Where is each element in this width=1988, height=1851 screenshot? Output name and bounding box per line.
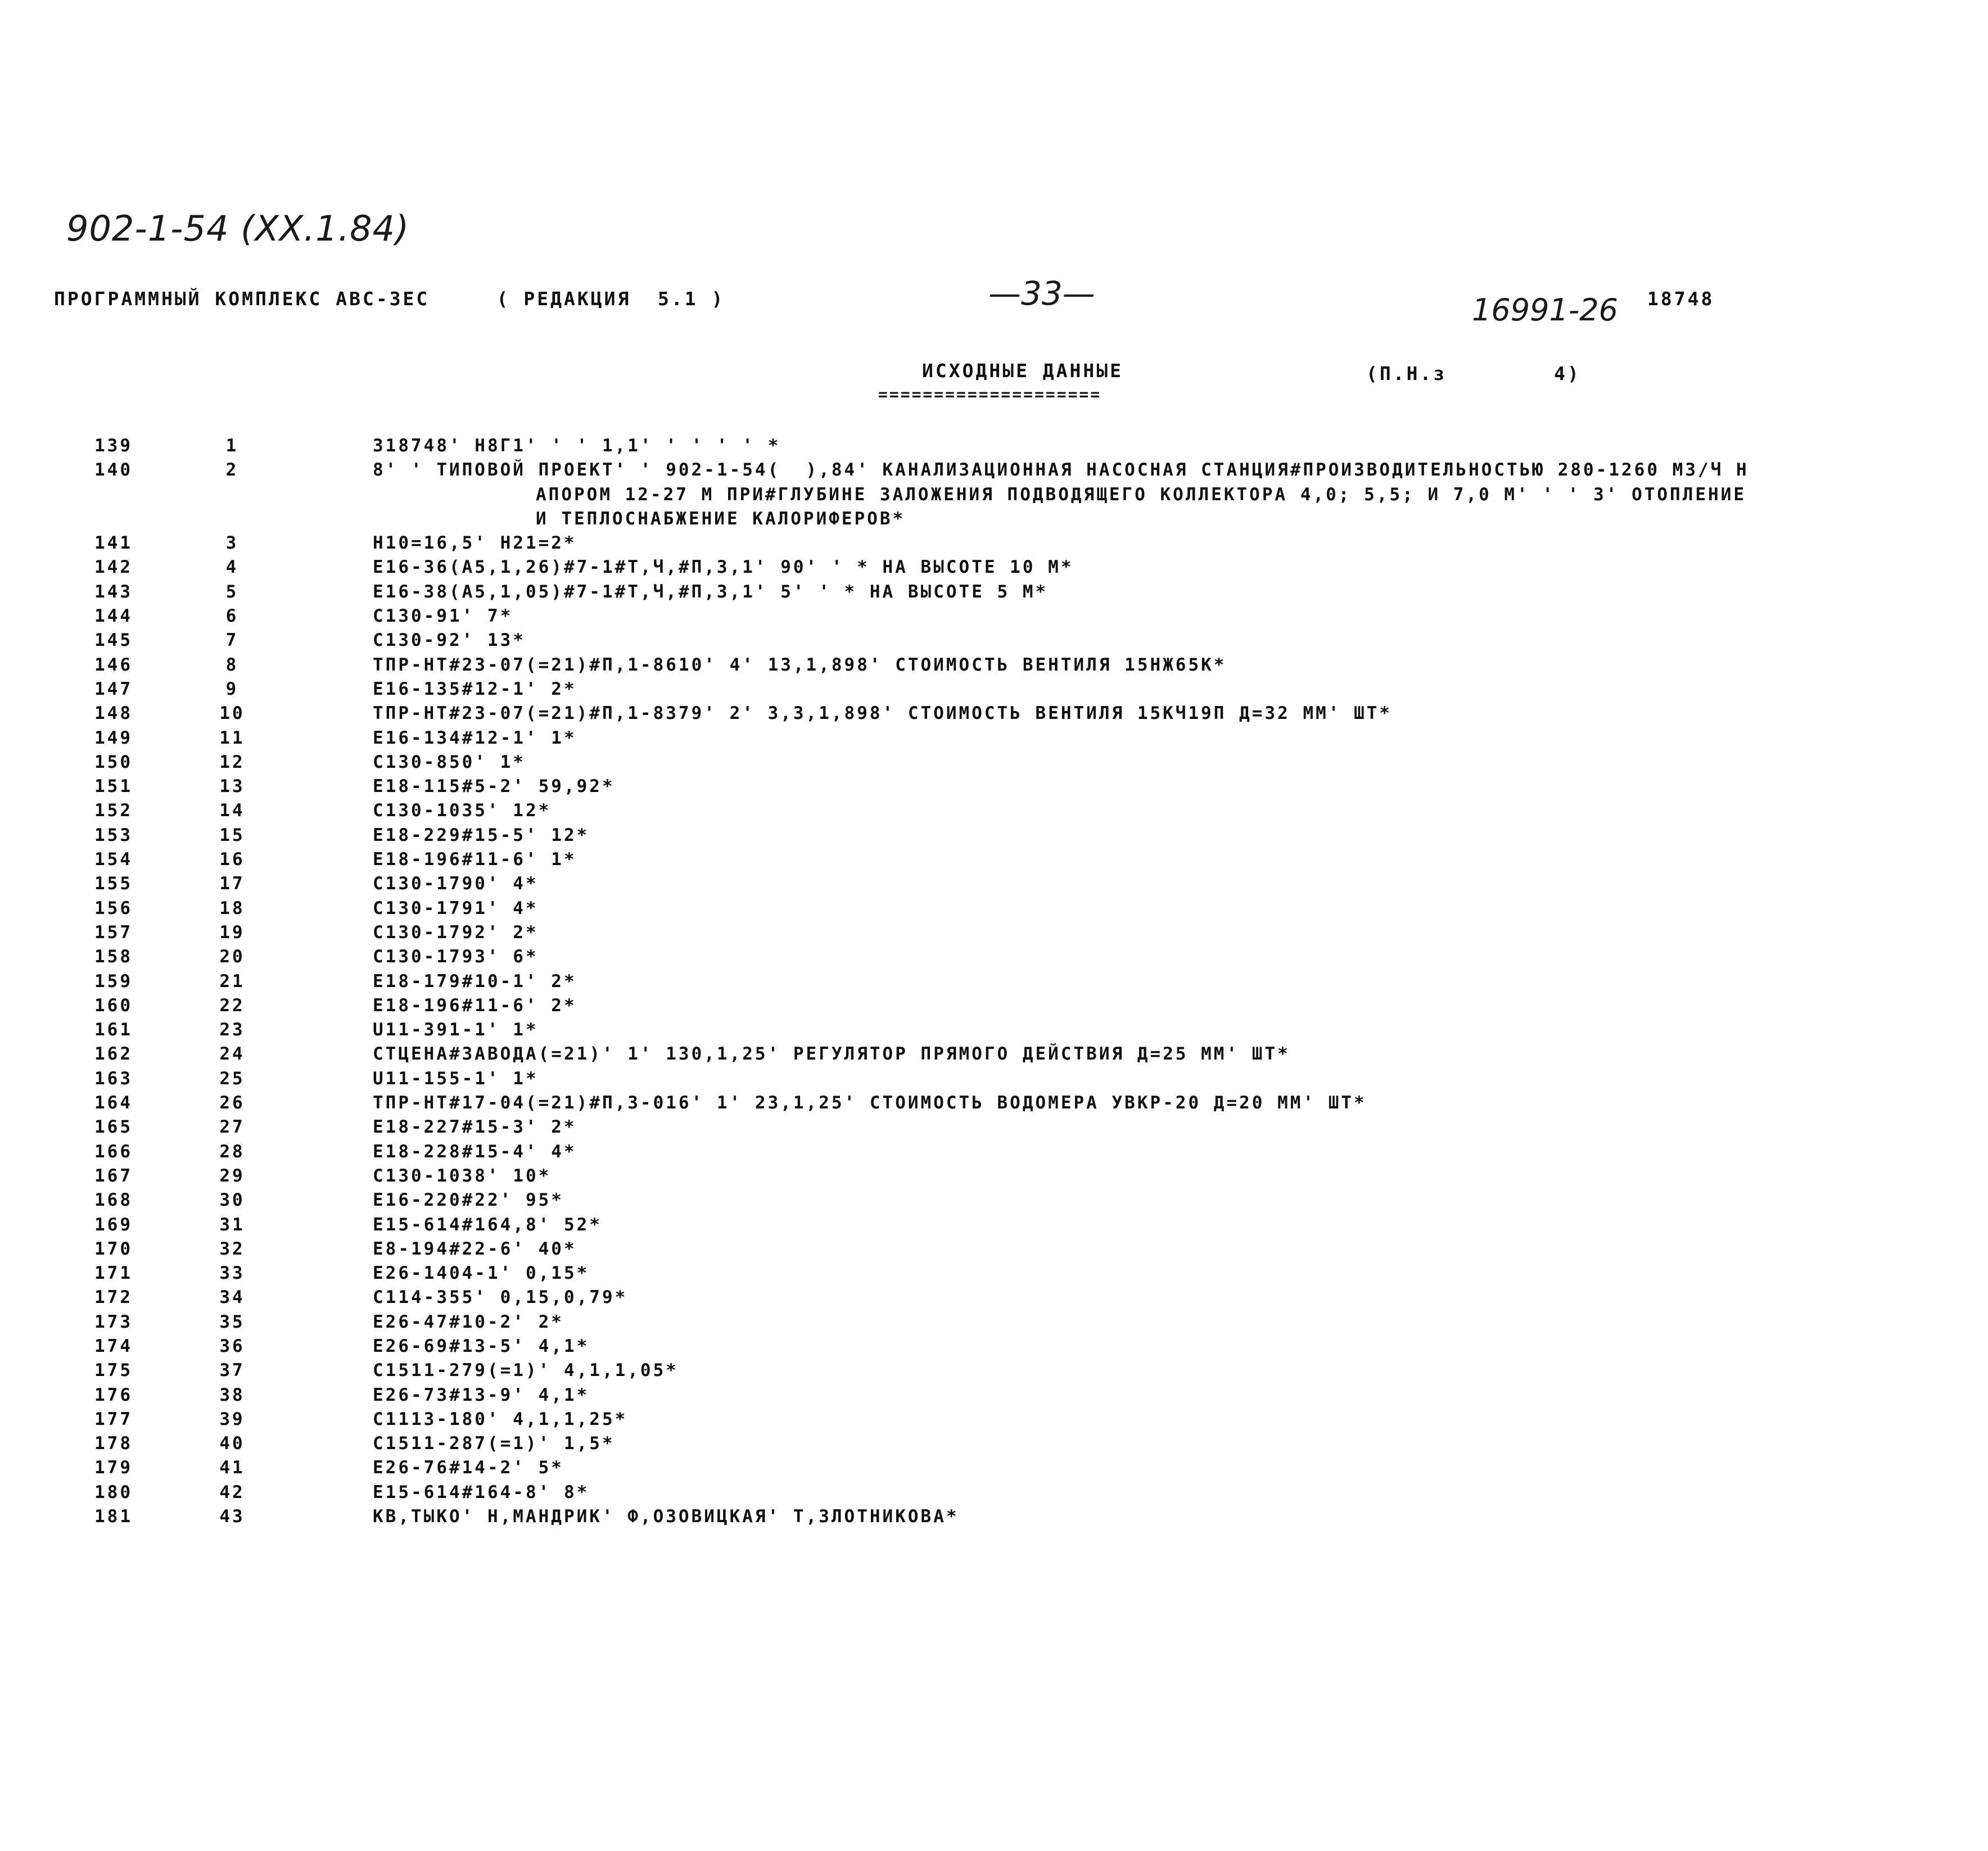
record-sequence-number: 147 [94, 678, 133, 699]
record-row [94, 1140, 1972, 1164]
record-content [269, 555, 1972, 580]
record-row [94, 1018, 1972, 1042]
record-sequence-number: 163 [94, 1068, 133, 1089]
record-text: Е16-38(А5,1,05)#7-1#Т,Ч,#П,3,1' 5' ' * НА ВЫСОТЕ 5 М* [373, 581, 1049, 602]
record-line-number: 32 [219, 1238, 245, 1259]
record-text: U11-391-1' 1* [373, 1020, 539, 1040]
record-content [269, 1456, 1972, 1480]
record-text: С130-1791' 4* [373, 898, 539, 918]
record-text: Е18-115#5-2' 59,92* [373, 776, 615, 797]
record-row [94, 1310, 1972, 1334]
record-content [269, 1432, 1972, 1456]
record-text: Е26-47#10-2' 2* [373, 1311, 564, 1332]
record-line-number: 16 [219, 849, 245, 870]
record-row [94, 653, 1972, 677]
record-line-number: 22 [219, 995, 245, 1016]
record-line-number: 30 [219, 1190, 245, 1211]
record-content [269, 531, 1972, 555]
record-content [269, 1261, 1972, 1286]
record-line-number: 14 [219, 800, 245, 821]
record-line-number: 25 [219, 1068, 245, 1089]
record-content [269, 458, 1972, 531]
record-line-number: 34 [219, 1287, 245, 1308]
record-sequence-number: 171 [94, 1263, 133, 1284]
record-row [94, 726, 1972, 750]
record-line-number: 11 [219, 727, 245, 748]
record-content [269, 848, 1972, 872]
record-line-number: 5 [225, 581, 239, 602]
record-content [269, 1408, 1972, 1432]
record-content [269, 1237, 1972, 1261]
record-row [94, 677, 1972, 702]
record-sequence-number: 175 [94, 1360, 133, 1381]
record-row [94, 1164, 1972, 1188]
record-content [269, 872, 1972, 896]
record-line-number: 27 [219, 1117, 245, 1138]
record-sequence-number: 162 [94, 1044, 133, 1065]
record-text: ТПР-НТ#17-04(=21)#П,3-016' 1' 23,1,25' СТОИМОСТЬ ВОДОМЕРА УВКР-20 Д=20 ММ' ШТ* [373, 1093, 1367, 1114]
record-line-number: 28 [219, 1141, 245, 1162]
record-content [269, 1481, 1972, 1505]
record-content [269, 1164, 1972, 1188]
handwritten-page-number: —33— [988, 274, 1095, 313]
record-text: КВ,ТЫКО' Н,МАНДРИК' Ф,ОЗОВИЦКАЯ' Т,ЗЛОТНИКОВА* [373, 1506, 959, 1527]
record-line-number: 10 [219, 703, 245, 724]
record-row [94, 702, 1972, 726]
record-sequence-number: 151 [94, 776, 133, 797]
record-sequence-number: 141 [94, 533, 133, 554]
record-sequence-number: 150 [94, 752, 133, 772]
record-row [94, 555, 1972, 580]
record-content [269, 1286, 1972, 1310]
record-row [94, 750, 1972, 775]
record-text: С130-1038' 10* [373, 1165, 552, 1186]
record-line-number: 2 [225, 460, 239, 481]
record-content [269, 775, 1972, 799]
record-line-number: 31 [219, 1214, 245, 1235]
record-text: Е18-227#15-3' 2* [373, 1117, 577, 1138]
record-content [269, 1042, 1972, 1066]
record-sequence-number: 173 [94, 1311, 133, 1332]
record-line-number: 39 [219, 1409, 245, 1429]
record-text: ТПР-НТ#23-07(=21)#П,1-8379' 2' 3,3,1,898' СТОИМОСТЬ ВЕНТИЛЯ 15КЧ19П Д=32 ММ' ШТ* [373, 703, 1393, 724]
record-text: Е26-73#13-9' 4,1* [373, 1384, 590, 1405]
record-content [269, 604, 1972, 628]
record-line-number: 21 [219, 971, 245, 992]
handwritten-registration-number: 16991-26 [1472, 292, 1618, 328]
record-row [94, 604, 1972, 628]
record-line-number: 43 [219, 1506, 245, 1527]
record-row [94, 1188, 1972, 1212]
record-text: С1511-287(=1)' 1,5* [373, 1433, 615, 1454]
record-line-number: 7 [225, 630, 239, 651]
record-text: С130-1790' 4* [373, 874, 539, 894]
record-row [94, 1286, 1972, 1310]
records-list [94, 434, 1972, 1529]
record-line-number: 15 [219, 825, 245, 845]
record-row [94, 1237, 1972, 1261]
record-sequence-number: 153 [94, 825, 133, 845]
record-sequence-number: 172 [94, 1287, 133, 1308]
record-line-number: 1 [225, 436, 239, 456]
record-content [269, 653, 1972, 677]
record-sequence-number: 160 [94, 995, 133, 1016]
record-sequence-number: 179 [94, 1458, 133, 1478]
record-sequence-number: 152 [94, 800, 133, 821]
record-line-number: 29 [219, 1165, 245, 1186]
record-text: 318748' Н8Г1' ' ' 1,1' ' ' ' ' * [373, 436, 781, 456]
record-content [269, 823, 1972, 848]
record-continuation-line: И ТЕПЛОСНАБЖЕНИЕ КАЛОРИФЕРОВ* [536, 508, 906, 529]
record-row [94, 1408, 1972, 1432]
record-content [269, 1359, 1972, 1383]
record-line-number: 42 [219, 1482, 245, 1502]
record-text: 8' ' ТИПОВОЙ ПРОЕКТ' ' 902-1-54( ),84' КАНАЛИЗАЦИОННАЯ НАСОСНАЯ СТАНЦИЯ#ПРОИЗВОДИТЕЛЬНОСТЬЮ 280-1260 М3/Ч Н [373, 460, 1749, 481]
program-header: ПРОГРАММНЫЙ КОМПЛЕКС АВС-3ЕС ( РЕДАКЦИЯ 5.1 ) [54, 288, 725, 310]
record-text: Е18-179#10-1' 2* [373, 971, 577, 992]
record-sequence-number: 181 [94, 1506, 133, 1527]
record-row [94, 1042, 1972, 1066]
record-sequence-number: 176 [94, 1384, 133, 1405]
record-row [94, 1334, 1972, 1359]
record-line-number: 37 [219, 1360, 245, 1381]
record-content [269, 897, 1972, 921]
record-line-number: 38 [219, 1384, 245, 1405]
record-text: С130-1792' 2* [373, 922, 539, 943]
record-line-number: 8 [225, 654, 239, 675]
record-line-number: 36 [219, 1336, 245, 1356]
record-sequence-number: 145 [94, 630, 133, 651]
record-text: С130-850' 1* [373, 752, 526, 772]
record-row [94, 799, 1972, 823]
record-sequence-number: 149 [94, 727, 133, 748]
record-row [94, 1481, 1972, 1505]
record-text: С1511-279(=1)' 4,1,1,05* [373, 1360, 679, 1381]
record-sequence-number: 161 [94, 1020, 133, 1040]
record-line-number: 6 [225, 606, 239, 627]
record-row [94, 628, 1972, 653]
record-sequence-number: 164 [94, 1093, 133, 1114]
record-text: Е16-135#12-1' 2* [373, 678, 577, 699]
record-row [94, 775, 1972, 799]
record-sequence-number: 143 [94, 581, 133, 602]
record-text: Е15-614#164,8' 52* [373, 1214, 602, 1235]
record-row [94, 970, 1972, 994]
record-text: Е26-69#13-5' 4,1* [373, 1336, 590, 1356]
record-line-number: 41 [219, 1458, 245, 1478]
record-sequence-number: 159 [94, 971, 133, 992]
record-text: Е16-220#22' 95* [373, 1190, 564, 1211]
record-content [269, 945, 1972, 969]
record-sequence-number: 170 [94, 1238, 133, 1259]
record-content [269, 726, 1972, 750]
record-sequence-number: 144 [94, 606, 133, 627]
record-line-number: 23 [219, 1020, 245, 1040]
record-content [269, 750, 1972, 775]
record-content [269, 628, 1972, 653]
document-id: 18748 [1647, 288, 1715, 310]
record-content [269, 1310, 1972, 1334]
record-content [269, 994, 1972, 1018]
record-content [269, 970, 1972, 994]
record-sequence-number: 178 [94, 1433, 133, 1454]
record-row [94, 458, 1972, 531]
record-text: Е16-134#12-1' 1* [373, 727, 577, 748]
record-line-number: 17 [219, 874, 245, 894]
record-row [94, 434, 1972, 458]
record-content [269, 1505, 1972, 1529]
record-sequence-number: 139 [94, 436, 133, 456]
record-content [269, 1334, 1972, 1359]
record-text: Е18-196#11-6' 1* [373, 849, 577, 870]
record-line-number: 33 [219, 1263, 245, 1284]
record-line-number: 35 [219, 1311, 245, 1332]
record-text: Е26-76#14-2' 5* [373, 1458, 564, 1478]
record-text: С130-91' 7* [373, 606, 513, 627]
record-row [94, 945, 1972, 969]
record-sequence-number: 169 [94, 1214, 133, 1235]
record-sequence-number: 157 [94, 922, 133, 943]
record-content [269, 1091, 1972, 1115]
record-text: Е8-194#22-6' 40* [373, 1238, 577, 1259]
record-row [94, 872, 1972, 896]
record-sequence-number: 177 [94, 1409, 133, 1429]
record-sequence-number: 142 [94, 557, 133, 578]
record-text: Е15-614#164-8' 8* [373, 1482, 590, 1502]
section-reference: (П.Н.з 4) [1366, 363, 1581, 384]
record-line-number: 18 [219, 898, 245, 918]
record-text: С1113-180' 4,1,1,25* [373, 1409, 628, 1429]
record-sequence-number: 168 [94, 1190, 133, 1211]
record-content [269, 1067, 1972, 1091]
record-row [94, 1432, 1972, 1456]
record-continuation-line: АПОРОМ 12-27 М ПРИ#ГЛУБИНЕ ЗАЛОЖЕНИЯ ПОДВОДЯЩЕГО КОЛЛЕКТОРА 4,0; 5,5; И 7,0 М' ' ' 3' ОТОПЛЕНИЕ [536, 484, 1747, 505]
record-row [94, 1383, 1972, 1408]
record-row [94, 848, 1972, 872]
record-text: Е18-229#15-5' 12* [373, 825, 590, 845]
record-text: ТПР-НТ#23-07(=21)#П,1-8610' 4' 13,1,898' СТОИМОСТЬ ВЕНТИЛЯ 15НЖ65К* [373, 654, 1227, 675]
record-content [269, 434, 1972, 458]
section-title-underline: ==================== [878, 385, 1102, 404]
record-line-number: 19 [219, 922, 245, 943]
record-line-number: 13 [219, 776, 245, 797]
record-content [269, 1018, 1972, 1042]
record-content [269, 677, 1972, 702]
record-row [94, 1261, 1972, 1286]
record-line-number: 3 [225, 533, 239, 554]
record-content [269, 1140, 1972, 1164]
record-content [269, 580, 1972, 604]
record-sequence-number: 174 [94, 1336, 133, 1356]
record-content [269, 1383, 1972, 1408]
record-row [94, 531, 1972, 555]
record-row [94, 921, 1972, 945]
record-line-number: 20 [219, 947, 245, 967]
record-text: Е16-36(А5,1,26)#7-1#Т,Ч,#П,3,1' 90' ' * НА ВЫСОТЕ 10 М* [373, 557, 1074, 578]
handwritten-document-code: 902-1-54 (XX.1.84) [66, 208, 410, 249]
record-text: Н10=16,5' Н21=2* [373, 533, 577, 554]
record-content [269, 921, 1972, 945]
record-sequence-number: 148 [94, 703, 133, 724]
record-sequence-number: 165 [94, 1117, 133, 1138]
record-line-number: 26 [219, 1093, 245, 1114]
record-sequence-number: 167 [94, 1165, 133, 1186]
record-line-number: 4 [225, 557, 239, 578]
record-text: Е18-196#11-6' 2* [373, 995, 577, 1016]
record-row [94, 1115, 1972, 1139]
record-row [94, 1359, 1972, 1383]
record-content [269, 1115, 1972, 1139]
record-row [94, 580, 1972, 604]
record-sequence-number: 180 [94, 1482, 133, 1502]
record-line-number: 9 [225, 678, 239, 699]
record-row [94, 897, 1972, 921]
record-sequence-number: 166 [94, 1141, 133, 1162]
record-text: U11-155-1' 1* [373, 1068, 539, 1089]
record-sequence-number: 155 [94, 874, 133, 894]
record-row [94, 1213, 1972, 1237]
record-line-number: 12 [219, 752, 245, 772]
record-text: С114-355' 0,15,0,79* [373, 1287, 628, 1308]
record-text: С130-92' 13* [373, 630, 526, 651]
record-content [269, 702, 1972, 726]
record-content [269, 1188, 1972, 1212]
record-sequence-number: 140 [94, 460, 133, 481]
record-line-number: 40 [219, 1433, 245, 1454]
record-sequence-number: 154 [94, 849, 133, 870]
record-text: С130-1793' 6* [373, 947, 539, 967]
record-row [94, 1456, 1972, 1480]
record-content [269, 799, 1972, 823]
record-text: СТЦЕНА#ЗАВОДА(=21)' 1' 130,1,25' РЕГУЛЯТОР ПРЯМОГО ДЕЙСТВИЯ Д=25 ММ' ШТ* [373, 1044, 1290, 1065]
record-text: Е18-228#15-4' 4* [373, 1141, 577, 1162]
record-content [269, 1213, 1972, 1237]
record-row [94, 1067, 1972, 1091]
record-line-number: 24 [219, 1044, 245, 1065]
record-row [94, 994, 1972, 1018]
record-sequence-number: 158 [94, 947, 133, 967]
section-title: ИСХОДНЫЕ ДАННЫЕ [922, 360, 1124, 382]
record-row [94, 1091, 1972, 1115]
record-text: Е26-1404-1' 0,15* [373, 1263, 590, 1284]
record-row [94, 823, 1972, 848]
record-text: С130-1035' 12* [373, 800, 552, 821]
record-sequence-number: 146 [94, 654, 133, 675]
record-row [94, 1505, 1972, 1529]
record-sequence-number: 156 [94, 898, 133, 918]
